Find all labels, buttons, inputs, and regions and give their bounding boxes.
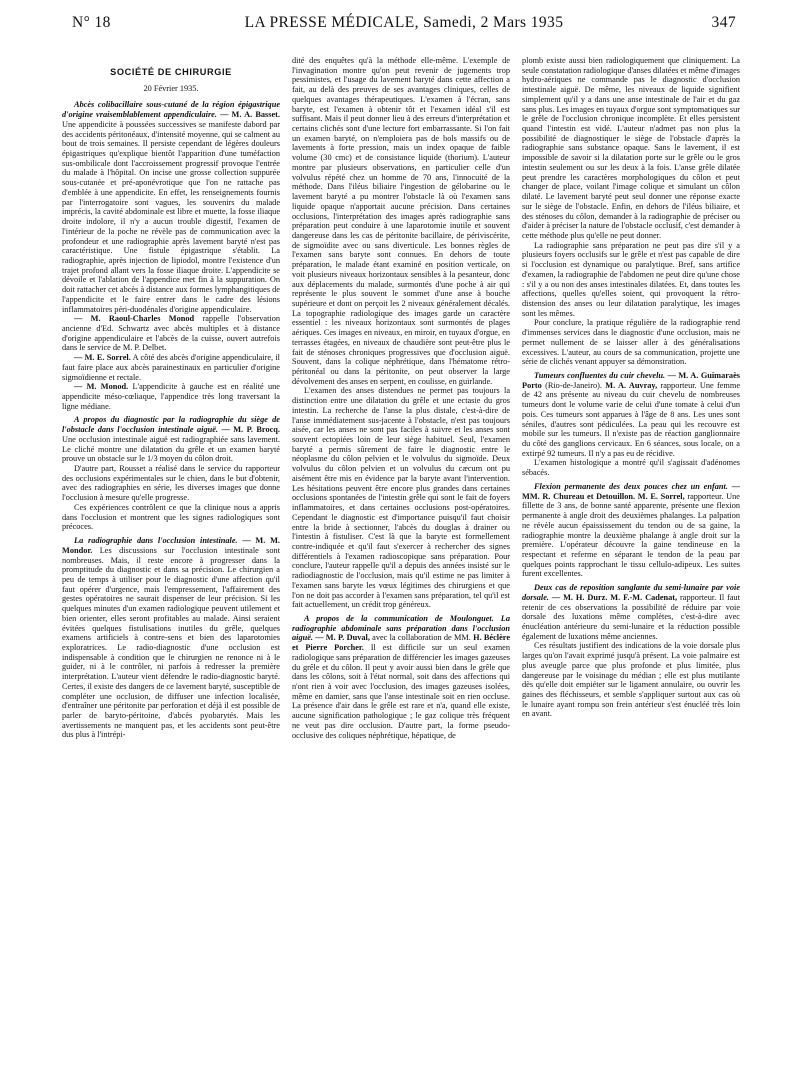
- article-author: — M. H. Durz. M. F.-M. Cadenat,: [551, 592, 678, 602]
- masthead: [72, 14, 736, 36]
- collaborator-names: H. Béclère et Pierre Porcher.: [292, 633, 510, 653]
- column-2: [292, 56, 510, 1071]
- article-author: — M. A. Guimaraès Porto: [522, 371, 740, 390]
- article-author: — M. A. Basset.: [220, 110, 280, 120]
- session-date: 20 Février 1935.: [143, 83, 199, 93]
- article-radiographie-occlusion: [62, 536, 280, 740]
- article-title: La radiographie dans l'occlusion intestinale.: [74, 536, 238, 546]
- discussion-text: L'appendicite à gauche est en réalité une appendicite méso-cœliaque, l'appendice très long traversant la ligne médiane.: [62, 382, 280, 411]
- article-text: Une appendicite à poussées successives se manifeste dabord par des accidents péritonéaux, d'intensité moyenne, qui se calment au bout de trois semaines. Il persiste cependant de légères douleurs épigastriques qu'explique bientôt l'apparition d'une tuméfaction sus-ombilicale dont l'accroissement progressif provoque l'entrée du malade à l'hôpital. On incise une grosse collection suppurée sous-cutanée et pré-aponévrotique que l'on ne rattache pas d'emblée à une appendicite. En effet, les renseignements fournis par l'interrogatoire sont vagues, les souvenirs du malade imprécis, la cavité abdominale est libre et muette, la fosse iliaque droite indolore, il n'y a aucun trouble digestif, l'examen de l'intérieur de la poche ne révèle pas de communication avec la profondeur et une radiographie après lavement baryté n'est pas caractéristique. Une fistule épigastrique s'établit. La radiographie, après injection de lipiodol, montre l'existence d'un trajet profond allant vers la fosse iliaque droite. L'appendicite se dévoile et l'ablation de l'appendice met fin à la suppuration. On doit rattacher cet abcès à distance aux formes lymphangitiques de l'appendicite et le faire entrer dans le cadre des lésions inflammatoires péri-duodénales d'origine appendiculaire.: [62, 119, 280, 314]
- rapporteur-name: M. A. Auvray,: [605, 380, 658, 390]
- article-text: Il est difficile sur un seul examen radiologique sans préparation de différencier les images gazeuses du grêle et du côlon. Il peut y avoir aussi bien dans le grêle que dans les côlons, soit à l'état normal, soit dans des affections qui n'ont rien à voir avec l'occlusion, des images gazeuses isolées, même en damier, sans que l'anse intestinale soit en rien occluse. La présence d'air dans le grêle est rare et n'a, quand elle existe, aucune signification pathologique ; le gaz colique très fréquent ne veut pas dire occlusion. D'autre part, la forme pseudo-occlusive des coliques néphrétique, hépatique, de: [292, 643, 510, 740]
- article-title: Flexion permanente des deux pouces chez un enfant.: [534, 481, 728, 491]
- article-author: — M. P. Duval,: [315, 633, 370, 643]
- paragraph: L'examen des anses distendues ne permet pas toujours la distinction entre une dilatation du grêle et une ectasie du gros intestin. La recherche de l'anse la plus distale, c'est-à-dire de l'anse immédiatement sus-jacente à l'obstacle, n'est pas toujours aisée, car les anses ne sont pas faciles à suivre et les anses sont souvent ectopiées loin de leur siège habituel. Seul, l'examen baryté a permis sûrement de faire le diagnostic entre le néoplasme du côlon pelvien et le volvulus du sigmoïde. Deux volvulus du côlon pelvien et un volvulus du cæcum ont pu aisément être mis en évidence par la baryte avant l'intervention. Les hésitations peuvent être encore plus grandes dans certaines occlusions spontanées de l'intestin grêle qui sont le fait de foyers inflammatoires, et dans certaines occlusions post-opératoires. Cependant le diagnostic est d'importance puisqu'il faut choisir entre la bride à sectionner, l'abcès du douglas à drainer ou l'intestin à fistuliser. C'est là que la baryte est formellement contre-indiquée et qu'il faut s'exercer à rechercher des signes différentiels à l'examen radioscopique sans préparation. Pour conclure, l'auteur rappelle qu'il a depuis des années insisté sur le radiodiagnostic de l'occlusion, mais qu'il estime ne pas limiter à l'examen sans baryte les vœux légitimes des chirurgiens et que l'on ne doit pas accorder à l'examen sans préparation, tel qu'il est fait actuellement, un crédit trop généreux.: [292, 386, 510, 610]
- article-abces-colibacillaire: [62, 100, 280, 314]
- discussion-sorrel: [62, 353, 280, 382]
- paragraph: Ces expériences contrôlent ce que la clinique nous a appris dans l'occlusion et montrent que les signes radiologiques sont précoces.: [62, 502, 280, 532]
- article-moulonguet: [292, 614, 510, 740]
- article-text: avec la collaboration de MM.: [372, 633, 471, 643]
- article-author: — M. P. Brocq.: [221, 425, 280, 435]
- discussant-name: — M. Monod.: [74, 382, 129, 392]
- paragraph: L'examen histologique a montré qu'il s'agissait d'adénomes sébacés.: [522, 458, 740, 478]
- issue-number: N° 18: [72, 14, 111, 31]
- article-text: (Rio-de-Janeiro).: [545, 380, 602, 390]
- article-flexion-pouces: [522, 482, 740, 579]
- discussant-name: — M. E. Sorrel.: [74, 353, 131, 363]
- page-number: 347: [711, 14, 736, 31]
- paragraph: Ces résultats justifient des indications de la voie dorsale plus larges qu'on l'avait exprimé jusqu'à présent. La voie palmaire est plus aveugle parce que plus profonde et plus limitée, plus dangereuse par le voisinage du médian ; elle est plus mutilante dès qu'elle doit empiéter sur le ligament annulaire, ou ouvrir les gaines des fléchisseurs, et semble s'appliquer surtout aux cas où le lunaire ayant rompu son frein antérieur s'est énucléé très loin en avant.: [522, 641, 740, 719]
- article-text: rapporteur. Il faut retenir de ces observations la possibilité de réduire par voie dorsale des luxations même complètes, c'est-à-dire avec énucléation antérieure du semi-lunaire et la réduction possible également de luxations même anciennes.: [522, 592, 740, 641]
- article-text: rapporteur. Une femme de 42 ans présente au niveau du cuir chevelu de nombreuses tumeurs dont le volume varie de celui d'une tomate à celui d'un pois. Ces tumeurs sont apparues à l'âge de 8 ans. Les unes sont séniles, d'autres sont pédiculées. La peau qui les recouvre est mobile sur les tumeurs. Il n'existe pas de réaction ganglionnaire du côté des ganglions cervicaux. En 6 séances, sous locale, on a extirpé 92 tumeurs. Il n'y a pas eu de récidive.: [522, 380, 740, 458]
- publication-title: LA PRESSE MÉDICALE, Samedi, 2 Mars 1935: [244, 14, 564, 31]
- discussion-text: A côté des abcès d'origine appendiculaire, il faut faire place aux abcès parainestinaux en particulier d'origine sigmoïdienne et rectale.: [62, 353, 280, 382]
- discussion-monod-2: [62, 382, 280, 411]
- article-text: Une occlusion intestinale aiguë est radiographiée sans lavement. Le cliché montre une dilatation du grêle et un examen baryté prouve un obstacle sur le 1/3 moyen du côlon droit.: [62, 434, 280, 464]
- article-title: Tumeurs confluentes du cuir chevelu.: [534, 371, 666, 380]
- article-text: Les discussions sur l'occlusion intestinale sont nombreuses. Mais, il reste encore à progresser dans la promptitude du diagnostic et dans sa précision. Le chirurgien a peu de temps à utiliser pour le diagnostic d'une affection qu'il faut opérer d'urgence, mais l'empressement, l'affairement des gestes opératoires ne saurait dispenser de leur précision. Si les quelques minutes d'un examen radiologique peuvent utilement et bien orienter, elles seront profitables au malade. Ainsi seraient évitées quelques fistulisations inutiles du grêle, quelques examens artificiels à contre-sens et bien des laparotomies exploratrices. Le radio-diagnostic d'une occlusion est indispensable à condition que le chirurgien ne renonce ni à le guider, ni à le contrôler, ni parfois à redresser la première interprétation. L'auteur vient défendre le radio-diagnostic baryté. Certes, il existe des dangers de ce lavement baryté, susceptible de compléter une occlusion, de diffuser une infection localisée, d'entraîner une péritonite par perforation et déjà il est possible de parler de baryto-péritoine, d'abcès pyobarytés. Mais les avertissements ne manquent pas, et les accidents sont peut-être dus plus à l'intrépi-: [62, 545, 280, 740]
- column-3: [522, 56, 740, 1071]
- paragraph-continued: dité des enquêtes qu'à la méthode elle-même. L'exemple de l'invagination montre qu'on peut revenir de jugements trop pessimistes, et l'usage du lavement baryté dans cette affection a fait, au delà des preuves de ses avantages cliniques, celles de quelques avantages thérapeutiques. L'examen à l'écran, sans baryte, est l'examen à obtenir tôt et l'examen idéal s'il est suffisant. Mais il peut donner lieu à des erreurs d'interprétation et certains clichés sont d'une lecture fort embarrassante. Si l'on fait un examen baryté, on n'emploiera pas de bols massifs ou de lavements à forte pression, mais un index opaque de faible volume (30 cmc) et de consistance liquide (thorium). L'auteur montre par plusieurs observations, en particulier celle d'un volvulus répété chez un homme de 70 ans, l'innocuité de la méthode. Dans l'iléus biliaire l'ingestion de gélobarine ou le lavement baryté a pu montrer l'obstacle là où l'examen sans liquide opaque n'apportait aucune précision. Dans certaines occlusions, l'interprétation des images après radiographie sans préparation peut conduire à une laparotomie inutile et souvent dangereuse dans les cas de péritonite bacillaire, de périviscérite, de sigmoïdite avec ou sans diverticule. Les bonnes règles de l'examen sans baryte sont connues. En dehors de toute préparation, le malade étant examiné en position verticale, on voit plusieurs niveaux horizontaux sensibles à la pesanteur, donc aux déplacements du malade, surmontés d'une poche à air qui représente le plus souvent le sommet d'une anse à bouche supérieure et dont on perçoit les 2 niveaux généralement décalés. La topographie radiologique des images garde un caractère essentiel : les niveaux horizontaux sont surmontés de plages aériques. Ces images en niveaux, en miroir, en tuyaux d'orgue, en terrasses étagées, en niveaux de chaudière sont peut-être plus le fait de sténoses chroniques progressives que d'occlusion aiguë. Souvent, dans la colique néphrétique, dans l'hématome rétro-péritonéal ou dans la péritonite, on peut observer la large dévolvement des anses en serpent, en coulisse, en guirlande.: [292, 56, 510, 386]
- article-author: — MM. R. Chureau et Detouillon. M. E. Sorrel,: [522, 481, 740, 501]
- paragraph: Pour conclure, la pratique régulière de la radiographie rend d'immenses services dans le diagnostic d'une occlusion, mais ne permet nullement de se laisser aller à des généralisations excessives. L'auteur, au cours de sa communication, projette une série de clichés venant appuyer sa démonstration.: [522, 318, 740, 367]
- paragraph: La radiographie sans préparation ne peut pas dire s'il y a plusieurs foyers occlusifs sur le grêle et n'est pas capable de dire si l'occlusion est dynamique ou paralytique. Bref, sans artifice d'examen, la radiographie de l'abdomen ne peut dire qu'une chose : s'il y a ou non des anses intestinales dilatées. Et, dans toutes les affections, quelles qu'elles soient, qui provoquent la rétro-distension des anses ou leur dilatation paralytique, les images sont les mêmes.: [522, 240, 740, 318]
- article-title: Deux cas de reposition sanglante du semi-lunaire par voie dorsale.: [522, 583, 740, 602]
- discussion-monod: [62, 314, 280, 353]
- article-semi-lunaire: [522, 583, 740, 641]
- article-text: rapporteur. Une fillette de 3 ans, de bonne santé apparente, présente une flexion permanente à angle droit des deuxièmes phalanges. La palpation ne révèle aucun épaississement du tendon ou de sa gaine, la radiographie montre la deuxième phalange à angle droit sur la première. L'opérateur découvre la gaine tendineuse en la respectant et referme en séparant le tendon de la peau par quelques points rapprochant le tissu cellulo-adipeux. Les suites furent excellentes.: [522, 491, 740, 579]
- article-title: A propos du diagnostic par la radiographie du siège de l'obstacle dans l'occlusion intestinale aiguë.: [62, 415, 280, 435]
- article-tumeurs-cuir-chevelu: [522, 371, 740, 458]
- column-1: [62, 56, 280, 1071]
- article-author: — M. M. Mondor.: [62, 536, 280, 555]
- discussant-name: — M. Raoul-Charles Monod: [74, 314, 195, 324]
- society-heading: SOCIÉTÉ DE CHIRURGIE: [110, 67, 232, 77]
- paragraph-continued: plomb existe aussi bien radiologiquement que cliniquement. La seule constatation radiologique d'anses dilatées et même d'images hydro-aériques ne commande pas le diagnostic d'occlusion intestinale aiguë. De même, les niveaux de liquide signifient simplement qu'il y a dans une anse intestinale de l'air et du gaz sans plus. Les images en tuyaux d'orgue sont symptomatiques sur le grêle de l'occlusion chronique incomplète. Et elles persistent quand l'intestin est vidé. L'auteur n'admet pas non plus la possibilité de diagnostiquer le siège de l'obstacle d'après la radiographie sans substance opaque. Sans le lavement, il est impossible de savoir si la dilatation porte sur le grêle ou le gros intestin seulement ou sur les deux à la fois. L'anse grêle dilatée peut prendre les caractères morphologiques du côlon et peut changer de place, voilant l'image colique et simulant un côlon dilaté. Le lavement baryté peut seul donner une réponse exacte sur le siège de l'obstacle. Enfin, en dehors de l'iléus biliaire, et des sténoses du côlon, demander à la radiographie de préciser ou d'aider à préciser la nature de l'obstacle occlusif, c'est demander à cette méthode plus qu'elle ne peut donner.: [522, 56, 740, 240]
- discussion-text: rappelle l'observation ancienne d'Ed. Schwartz avec abcès multiples et à distance d'origine appendiculaire et l'abcès de la cuisse, ouvert autrefois dans le service de M. P. Delbet.: [62, 314, 280, 353]
- article-title: A propos de la communication de Moulonguet. La radiographie abdominale sans préparation dans l'occlusion aiguë.: [292, 613, 510, 643]
- article-diagnostic-radiographie: [62, 415, 280, 464]
- article-title: Abcès colibacillaire sous-cutané de la région épigastrique d'origine vraisemblablement appendiculaire.: [62, 100, 280, 120]
- paragraph: D'autre part, Rousset a réalisé dans le service du rapporteur des occlusions expérimentales sur le chien, dans le but d'obtenir, avec des radiographies en série, les diverses images que donne l'occlusion à mesure qu'elle progresse.: [62, 464, 280, 503]
